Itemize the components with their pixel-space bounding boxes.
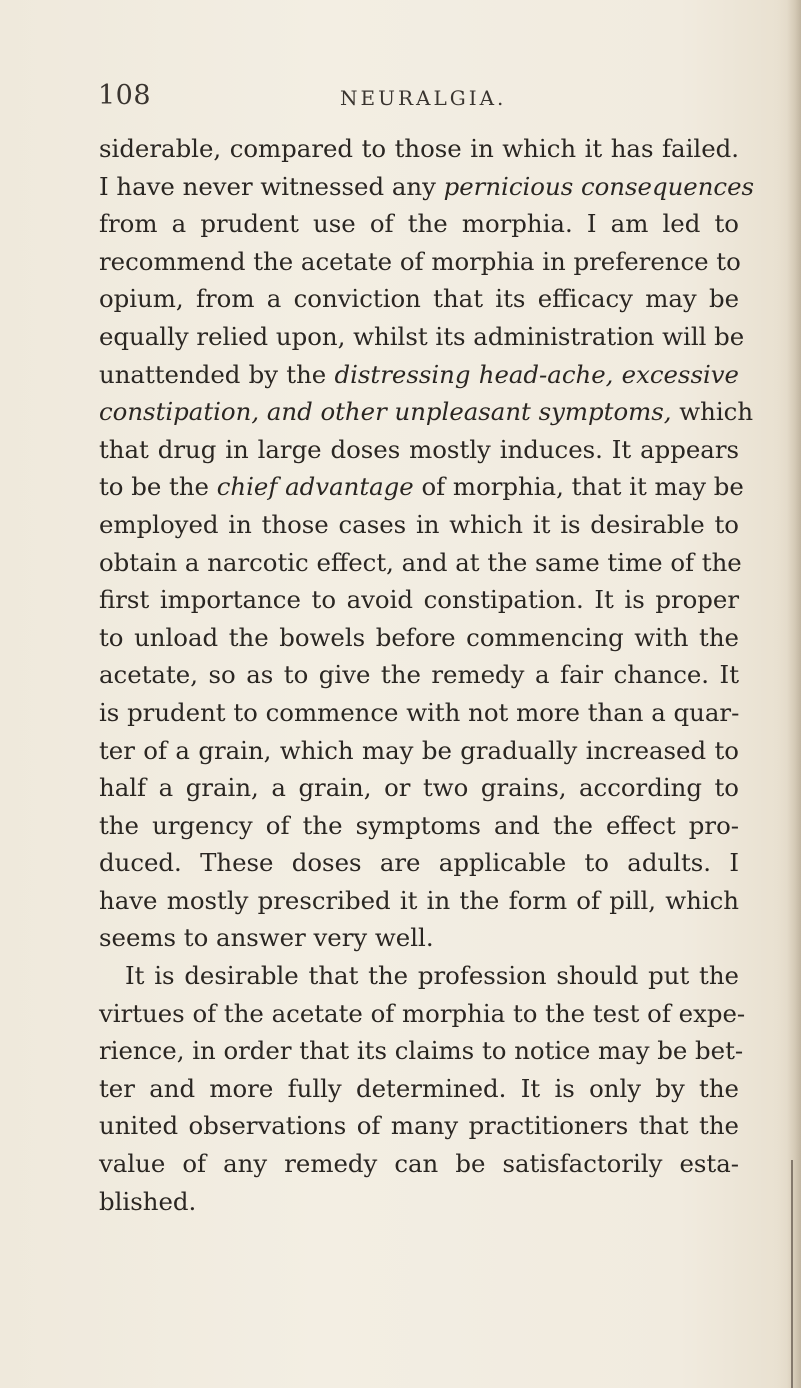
text-line: unattended by the distressing head-ache, excessive — [99, 359, 739, 389]
text-line: to unload the bowels before commencing with the — [99, 622, 739, 652]
text-line: acetate, so as to give the remedy a fair chance. It — [99, 660, 739, 690]
text-line: I have never witnessed any pernicious consequences — [99, 171, 755, 201]
page-edge-line — [791, 1160, 793, 1388]
text-line: opium, from a conviction that its efficacy may be — [99, 284, 739, 314]
text-line: equally relied upon, whilst its administration will be — [99, 321, 745, 351]
text-line: ter of a grain, which may be gradually increased to — [99, 735, 739, 765]
text-line: blished. — [99, 1186, 197, 1216]
text-line: first importance to avoid constipation. It is proper — [99, 585, 739, 615]
text-line: value of any remedy can be satisfactorily esta- — [99, 1149, 739, 1179]
text-line: seems to answer very well. — [99, 923, 434, 953]
text-line: half a grain, a grain, or two grains, according to — [99, 773, 739, 803]
page-number: 108 — [98, 80, 152, 111]
text-line: virtues of the acetate of morphia to the test of expe- — [99, 998, 746, 1028]
text-line: duced. These doses are applicable to adults. I — [99, 848, 739, 878]
text-line: ter and more fully determined. It is only by the — [99, 1073, 739, 1103]
text-line: rience, in order that its claims to notice may be bet- — [99, 1036, 744, 1066]
paragraph-start-line: It is desirable that the profession should put the — [125, 961, 739, 991]
text-line: from a prudent use of the morphia. I am led to — [99, 209, 739, 239]
text-line: employed in those cases in which it is desirable to — [99, 509, 739, 539]
text-line: recommend the acetate of morphia in preference to — [99, 246, 741, 276]
running-head: NEURALGIA. — [340, 86, 507, 110]
text-line: to be the chief advantage of morphia, that it may be — [99, 472, 744, 502]
text-line: is prudent to commence with not more than a quar- — [99, 697, 740, 727]
text-line: the urgency of the symptoms and the effect pro- — [99, 810, 739, 840]
page-edge-shadow — [787, 0, 801, 1388]
text-line: constipation, and other unpleasant symptoms, which — [99, 397, 754, 427]
body-text — [99, 130, 755, 1220]
text-line: obtain a narcotic effect, and at the same time of the — [99, 547, 742, 577]
text-line: siderable, compared to those in which it has failed. — [99, 134, 739, 163]
text-line: have mostly prescribed it in the form of pill, which — [99, 885, 739, 915]
text-line: that drug in large doses mostly induces. It appears — [99, 434, 739, 464]
text-line: united observations of many practitioners that the — [99, 1111, 739, 1141]
